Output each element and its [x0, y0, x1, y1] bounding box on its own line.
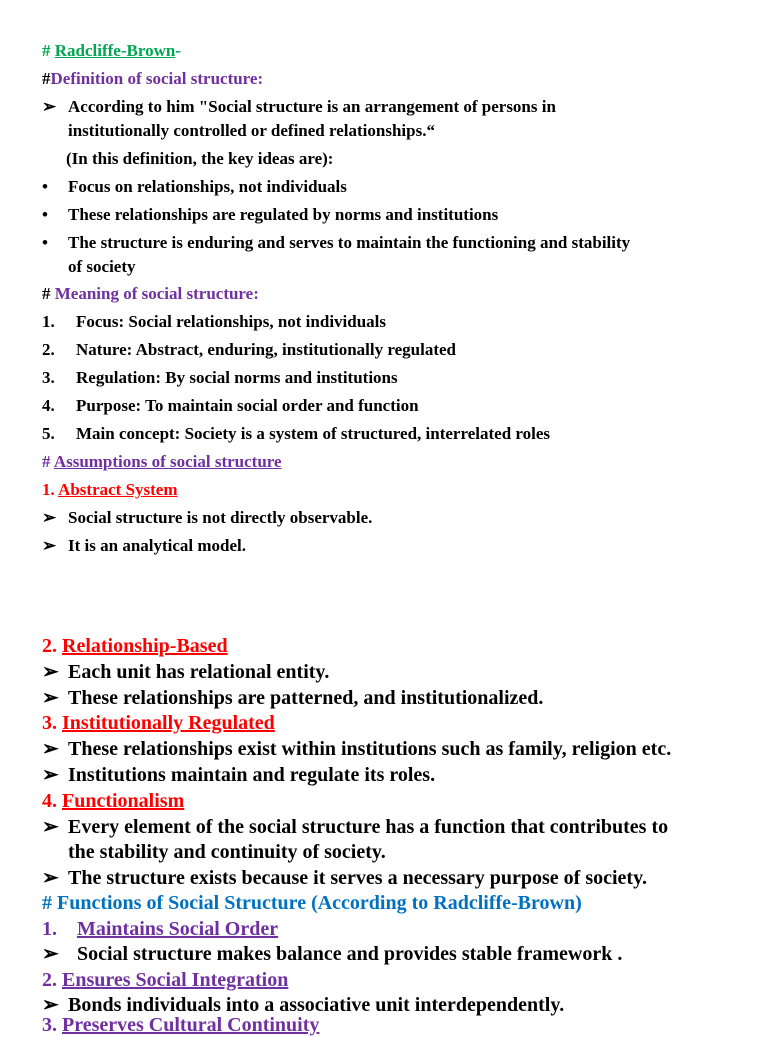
assumption-4-title: [42, 790, 184, 813]
function-title: Maintains Social Order: [77, 918, 279, 940]
assumption-1-title: [42, 480, 178, 500]
bullet-icon: •: [42, 233, 48, 252]
definition-bullet-3-cont: of society: [68, 257, 136, 276]
function-title: Ensures Social Integration: [62, 969, 289, 991]
function-point: Bonds individuals into a associative unit interdependently.: [68, 994, 565, 1016]
meaning-heading-text: Meaning of social structure:: [54, 284, 259, 303]
definition-heading: [42, 69, 263, 89]
function-number: 1.: [42, 918, 57, 940]
function-title: Preserves Cultural Continuity: [62, 1014, 320, 1036]
definition-bullet-2: These relationships are regulated by norms and institutions: [68, 205, 499, 224]
function-3-title: [42, 1014, 319, 1037]
assumptions-heading-hash: #: [42, 452, 54, 471]
meaning-item-text: Main concept: Society is a system of structured, interrelated roles: [76, 424, 551, 443]
definition-bullet-3: The structure is enduring and serves to maintain the functioning and stability: [68, 233, 631, 252]
list-number: 3.: [42, 368, 55, 387]
title-hash: #: [42, 41, 55, 60]
assumption-number: 4.: [42, 790, 62, 812]
assumption-point-cont: the stability and continuity of society.: [68, 841, 386, 863]
assumption-point: The structure exists because it serves a necessary purpose of society.: [68, 867, 647, 889]
assumption-number: 3.: [42, 712, 62, 734]
definition-note: (In this definition, the key ideas are):: [66, 149, 334, 168]
function-2-title: [42, 969, 288, 992]
meaning-item-text: Purpose: To maintain social order and function: [76, 396, 419, 415]
meaning-item-text: Regulation: By social norms and institutions: [76, 368, 398, 387]
assumptions-heading-text: Assumptions of social structure: [53, 452, 282, 471]
assumption-title: Institutionally Regulated: [62, 712, 275, 734]
assumption-point: These relationships exist within institutions such as family, religion etc.: [68, 738, 672, 760]
arrow-bullet-icon: ➢: [42, 943, 59, 965]
list-number: 4.: [42, 396, 55, 415]
title-name: Radcliffe-Brown: [54, 41, 176, 60]
functions-heading: # Functions of Social Structure (According to Radcliffe-Brown): [42, 892, 582, 914]
arrow-bullet-icon: ➢: [42, 661, 59, 683]
assumption-point: Institutions maintain and regulate its roles.: [68, 764, 436, 786]
arrow-bullet-icon: ➢: [42, 508, 57, 527]
definition-quote-line1: According to him "Social structure is an arrangement of persons in: [68, 97, 556, 116]
definition-quote-line2: institutionally controlled or defined relationships.“: [68, 121, 435, 140]
definition-bullet-1: Focus on relationships, not individuals: [68, 177, 347, 196]
function-number: 2.: [42, 969, 62, 991]
arrow-bullet-icon: ➢: [42, 536, 57, 555]
meaning-item-text: Nature: Abstract, enduring, institutionally regulated: [76, 340, 456, 359]
list-number: 1.: [42, 312, 55, 331]
assumption-point: Each unit has relational entity.: [68, 661, 330, 683]
assumption-point: Social structure is not directly observable.: [68, 508, 373, 527]
arrow-bullet-icon: ➢: [42, 97, 57, 116]
function-point: Social structure makes balance and provides stable framework .: [77, 943, 623, 965]
assumptions-heading: [42, 452, 282, 472]
assumption-point: These relationships are patterned, and institutionalized.: [68, 687, 544, 709]
assumption-title: Functionalism: [62, 790, 185, 812]
arrow-bullet-icon: ➢: [42, 867, 59, 889]
meaning-heading-hash: #: [42, 284, 55, 303]
title-suffix: -: [175, 41, 181, 60]
assumption-3-title: [42, 712, 275, 735]
assumption-number: 1.: [42, 480, 59, 499]
assumption-2-title: [42, 635, 228, 658]
definition-heading-text: Definition of social structure:: [50, 69, 264, 88]
assumption-point: It is an analytical model.: [68, 536, 247, 555]
arrow-bullet-icon: ➢: [42, 764, 59, 786]
bullet-icon: •: [42, 205, 48, 224]
assumption-title: Abstract System: [58, 480, 178, 499]
meaning-item-text: Focus: Social relationships, not individuals: [76, 312, 387, 331]
definition-heading-hash: #: [42, 69, 51, 88]
arrow-bullet-icon: ➢: [42, 994, 59, 1016]
bullet-icon: •: [42, 177, 48, 196]
meaning-heading: [42, 284, 259, 304]
arrow-bullet-icon: ➢: [42, 816, 59, 838]
list-number: 5.: [42, 424, 55, 443]
assumption-number: 2.: [42, 635, 62, 657]
assumption-title: Relationship-Based: [62, 635, 228, 657]
arrow-bullet-icon: ➢: [42, 738, 59, 760]
list-number: 2.: [42, 340, 55, 359]
arrow-bullet-icon: ➢: [42, 687, 59, 709]
assumption-point: Every element of the social structure has a function that contributes to: [68, 816, 669, 838]
function-number: 3.: [42, 1014, 62, 1036]
document-title: [42, 41, 181, 61]
